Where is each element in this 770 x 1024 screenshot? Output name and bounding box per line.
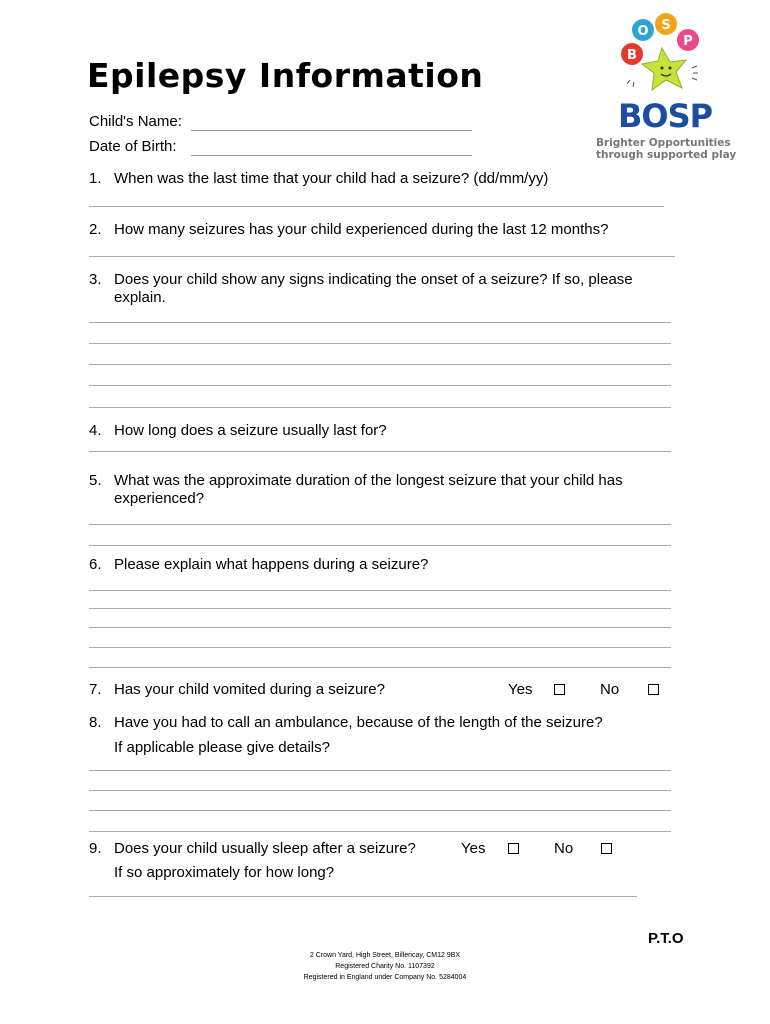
- dob-label: Date of Birth:: [89, 138, 177, 155]
- question-text: How many seizures has your child experienced during the last 12 months?: [114, 221, 609, 238]
- question-number: 3.: [89, 271, 102, 288]
- question-text-continued: explain.: [114, 289, 166, 306]
- question-number: 2.: [89, 221, 102, 238]
- answer-line[interactable]: [89, 770, 671, 771]
- question-1: [89, 170, 709, 188]
- answer-line[interactable]: [89, 524, 671, 525]
- q9-no-label: No: [554, 840, 574, 857]
- child-name-field[interactable]: [191, 130, 472, 131]
- question-number: 5.: [89, 472, 102, 489]
- q7-yes-label: Yes: [508, 681, 533, 698]
- question-number: 9.: [89, 840, 102, 857]
- footer-address: 2 Crown Yard, High Street, Billericay, CM12 9BX: [309, 952, 461, 959]
- question-5: [89, 472, 709, 508]
- answer-line[interactable]: [89, 407, 671, 408]
- question-number: 6.: [89, 556, 102, 573]
- question-text: Please explain what happens during a seizure?: [114, 556, 429, 573]
- answer-line[interactable]: [89, 810, 671, 811]
- question-text: Has your child vomited during a seizure?: [114, 681, 385, 698]
- dob-field[interactable]: [191, 155, 472, 156]
- q8-subtext: If applicable please give details?: [114, 739, 330, 756]
- answer-line[interactable]: [89, 343, 671, 344]
- svg-text:S: S: [661, 18, 671, 33]
- answer-line[interactable]: [89, 256, 675, 257]
- pto-label: P.T.O: [648, 930, 684, 947]
- question-number: 8.: [89, 714, 102, 731]
- svg-text:B: B: [627, 48, 637, 63]
- question-text: When was the last time that your child had a seizure? (dd/mm/yy): [114, 170, 549, 187]
- question-text: Does your child show any signs indicating the onset of a seizure? If so, please: [114, 271, 633, 288]
- answer-line[interactable]: [89, 608, 671, 609]
- bosp-star-logo-icon: [600, 10, 740, 110]
- q9-no-checkbox[interactable]: [601, 843, 612, 854]
- question-text: What was the approximate duration of the longest seizure that your child has: [114, 472, 623, 489]
- question-3: [89, 271, 709, 307]
- q7-no-checkbox[interactable]: [648, 684, 659, 695]
- q9-yes-checkbox[interactable]: [508, 843, 519, 854]
- answer-line[interactable]: [89, 206, 664, 207]
- logo-tagline: [596, 137, 736, 161]
- question-text-continued: experienced?: [114, 490, 205, 507]
- question-number: 4.: [89, 422, 102, 439]
- svg-text:P: P: [683, 34, 693, 49]
- question-number: 1.: [89, 170, 102, 187]
- answer-line[interactable]: [89, 667, 671, 668]
- q7-no-label: No: [600, 681, 620, 698]
- answer-line[interactable]: [89, 831, 671, 832]
- q7-yes-checkbox[interactable]: [554, 684, 565, 695]
- q9-yes-label: Yes: [461, 840, 486, 857]
- question-text: Does your child usually sleep after a seizure?: [114, 840, 416, 857]
- question-9: [89, 840, 709, 858]
- answer-line[interactable]: [89, 647, 671, 648]
- svg-text:O: O: [637, 24, 649, 39]
- logo-tagline-line-1: Brighter Opportunities: [596, 137, 731, 149]
- question-8: [89, 714, 709, 732]
- question-number: 7.: [89, 681, 102, 698]
- logo-tagline-line-2: through supported play: [596, 149, 737, 161]
- answer-line[interactable]: [89, 790, 671, 791]
- question-text: Have you had to call an ambulance, because of the length of the seizure?: [114, 714, 603, 731]
- answer-line[interactable]: [89, 322, 671, 323]
- question-4: [89, 422, 709, 440]
- answer-line[interactable]: [89, 590, 671, 591]
- footer-charity: Registered Charity No. 1107392: [335, 963, 435, 970]
- answer-line[interactable]: [89, 364, 671, 365]
- question-6: [89, 556, 709, 574]
- answer-line[interactable]: [89, 385, 671, 386]
- footer-company: Registered in England under Company No. 5284004: [303, 974, 467, 981]
- question-text: How long does a seizure usually last for?: [114, 422, 387, 439]
- child-name-label: Child's Name:: [89, 113, 182, 130]
- q9-subtext: If so approximately for how long?: [114, 864, 335, 881]
- answer-line[interactable]: [89, 451, 671, 452]
- page-title: Epilepsy Information: [87, 56, 484, 95]
- logo-name: BOSP: [618, 97, 713, 135]
- answer-line[interactable]: [89, 627, 671, 628]
- answer-line[interactable]: [89, 896, 637, 897]
- answer-line[interactable]: [89, 545, 671, 546]
- question-2: [89, 221, 709, 239]
